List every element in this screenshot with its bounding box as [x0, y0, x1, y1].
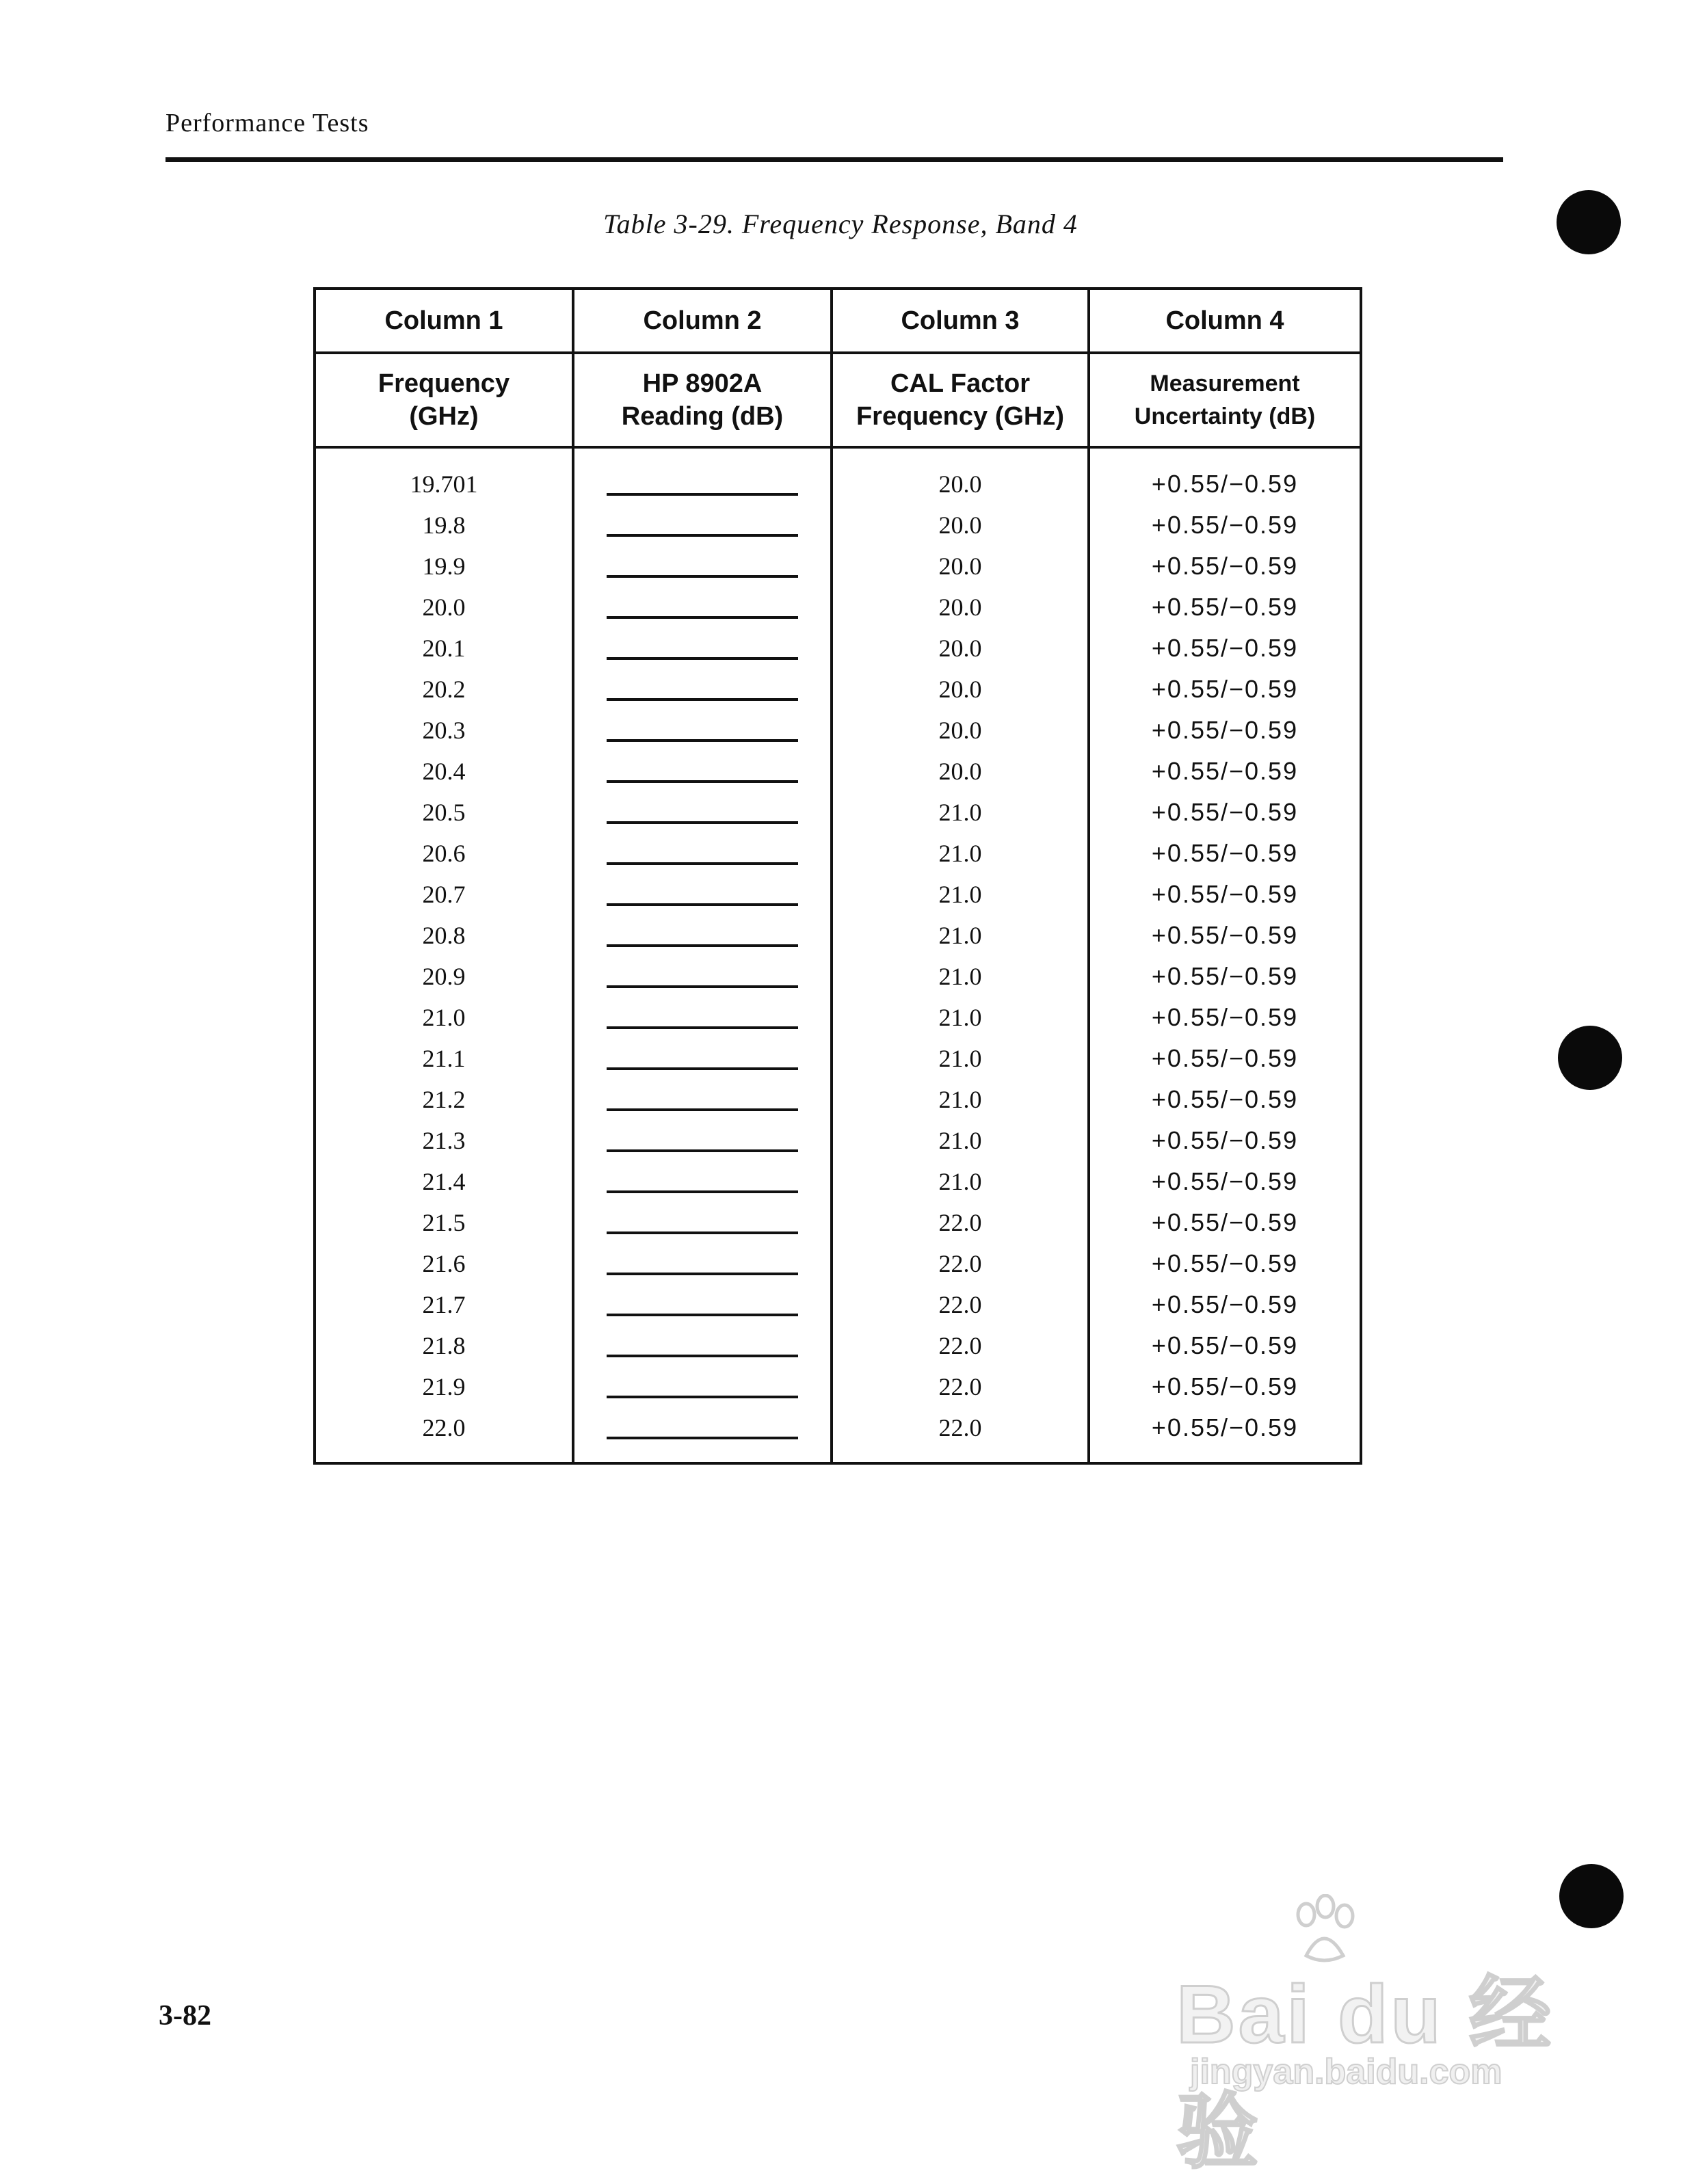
cal-factor-cell: 20.0 [832, 587, 1089, 628]
header-uncertainty-line1: Measurement [1150, 371, 1300, 397]
reading-entry-blank[interactable] [607, 780, 798, 783]
header-uncertainty-line2: Uncertainty (dB) [1134, 403, 1316, 429]
frequency-cell: 20.8 [315, 915, 573, 956]
frequency-cell: 21.8 [315, 1325, 573, 1366]
cal-factor-cell: 21.0 [832, 915, 1089, 956]
cal-factor-cell: 20.0 [832, 447, 1089, 505]
uncertainty-cell: +0.55/−0.59 [1089, 505, 1361, 546]
frequency-cell: 21.1 [315, 1038, 573, 1079]
reading-cell [573, 447, 832, 505]
reading-entry-blank[interactable] [607, 1396, 798, 1398]
uncertainty-cell: +0.55/−0.59 [1089, 874, 1361, 915]
table-row [315, 751, 1361, 792]
reading-entry-blank[interactable] [607, 575, 798, 578]
table-body [315, 447, 1361, 1463]
reading-cell [573, 1243, 832, 1284]
table-row [315, 1202, 1361, 1243]
reading-cell [573, 710, 832, 751]
table-row [315, 1243, 1361, 1284]
reading-entry-blank[interactable] [607, 534, 798, 537]
frequency-cell: 20.7 [315, 874, 573, 915]
column-header-row [315, 353, 1361, 447]
reading-entry-blank[interactable] [607, 1231, 798, 1234]
column-number-2: Column 2 [573, 289, 832, 353]
reading-cell [573, 1120, 832, 1161]
uncertainty-cell: +0.55/−0.59 [1089, 915, 1361, 956]
reading-cell [573, 833, 832, 874]
table-row [315, 1079, 1361, 1120]
table-row [315, 1407, 1361, 1463]
frequency-cell: 20.4 [315, 751, 573, 792]
reading-cell [573, 874, 832, 915]
uncertainty-cell: +0.55/−0.59 [1089, 1325, 1361, 1366]
frequency-cell: 21.9 [315, 1366, 573, 1407]
reading-entry-blank[interactable] [607, 739, 798, 742]
cal-factor-cell: 20.0 [832, 505, 1089, 546]
reading-entry-blank[interactable] [607, 821, 798, 824]
reading-cell [573, 669, 832, 710]
uncertainty-cell: +0.55/−0.59 [1089, 1243, 1361, 1284]
frequency-cell: 20.0 [315, 587, 573, 628]
frequency-cell: 20.2 [315, 669, 573, 710]
reading-entry-blank[interactable] [607, 657, 798, 660]
reading-entry-blank[interactable] [607, 1108, 798, 1111]
reading-entry-blank[interactable] [607, 493, 798, 496]
cal-factor-cell: 21.0 [832, 997, 1089, 1038]
reading-cell [573, 1202, 832, 1243]
cal-factor-cell: 21.0 [832, 792, 1089, 833]
header-reading-line1: HP 8902A [642, 369, 763, 398]
table-row [315, 710, 1361, 751]
running-head: Performance Tests [166, 109, 369, 137]
reading-entry-blank[interactable] [607, 1355, 798, 1357]
table-row [315, 1161, 1361, 1202]
header-reading-line2: Reading (dB) [621, 402, 784, 431]
uncertainty-cell: +0.55/−0.59 [1089, 1120, 1361, 1161]
table-row [315, 1038, 1361, 1079]
reading-entry-blank[interactable] [607, 1273, 798, 1275]
cal-factor-cell: 22.0 [832, 1243, 1089, 1284]
reading-entry-blank[interactable] [607, 1149, 798, 1152]
table-row [315, 1120, 1361, 1161]
reading-cell [573, 751, 832, 792]
reading-cell [573, 1325, 832, 1366]
uncertainty-cell: +0.55/−0.59 [1089, 1079, 1361, 1120]
uncertainty-cell: +0.55/−0.59 [1089, 1161, 1361, 1202]
table-row [315, 447, 1361, 505]
uncertainty-cell: +0.55/−0.59 [1089, 1366, 1361, 1407]
header-frequency [315, 353, 573, 447]
table-row [315, 669, 1361, 710]
cal-factor-cell: 21.0 [832, 1161, 1089, 1202]
uncertainty-cell: +0.55/−0.59 [1089, 447, 1361, 505]
reading-cell [573, 587, 832, 628]
frequency-cell: 21.0 [315, 997, 573, 1038]
reading-cell [573, 1161, 832, 1202]
reading-entry-blank[interactable] [607, 698, 798, 701]
frequency-cell: 21.4 [315, 1161, 573, 1202]
reading-cell [573, 1407, 832, 1463]
header-frequency-line1: Frequency [378, 369, 510, 398]
header-uncertainty [1089, 353, 1361, 447]
reading-entry-blank[interactable] [607, 1437, 798, 1439]
reading-cell [573, 1366, 832, 1407]
reading-cell [573, 546, 832, 587]
cal-factor-cell: 22.0 [832, 1407, 1089, 1463]
reading-cell [573, 792, 832, 833]
reading-entry-blank[interactable] [607, 1190, 798, 1193]
uncertainty-cell: +0.55/−0.59 [1089, 833, 1361, 874]
frequency-cell: 21.7 [315, 1284, 573, 1325]
column-number-4: Column 4 [1089, 289, 1361, 353]
header-frequency-line2: (GHz) [409, 402, 479, 431]
cal-factor-cell: 20.0 [832, 751, 1089, 792]
watermark-url: jingyan.baidu.com [1190, 2052, 1503, 2092]
cal-factor-cell: 22.0 [832, 1284, 1089, 1325]
header-cal-factor-line2: Frequency (GHz) [856, 402, 1065, 431]
frequency-cell: 20.5 [315, 792, 573, 833]
table-row [315, 1366, 1361, 1407]
reading-cell [573, 505, 832, 546]
header-reading [573, 353, 832, 447]
cal-factor-cell: 21.0 [832, 874, 1089, 915]
cal-factor-cell: 21.0 [832, 833, 1089, 874]
reading-cell [573, 628, 832, 669]
table-row [315, 505, 1361, 546]
reading-cell [573, 956, 832, 997]
table-row [315, 833, 1361, 874]
table-row [315, 546, 1361, 587]
uncertainty-cell: +0.55/−0.59 [1089, 751, 1361, 792]
header-cal-factor [832, 353, 1089, 447]
table-row [315, 874, 1361, 915]
cal-factor-cell: 20.0 [832, 628, 1089, 669]
header-cal-factor-line1: CAL Factor [890, 369, 1031, 398]
uncertainty-cell: +0.55/−0.59 [1089, 628, 1361, 669]
cal-factor-cell: 21.0 [832, 1120, 1089, 1161]
frequency-cell: 22.0 [315, 1407, 573, 1463]
frequency-cell: 19.9 [315, 546, 573, 587]
column-number-3: Column 3 [832, 289, 1089, 353]
reading-cell [573, 1284, 832, 1325]
uncertainty-cell: +0.55/−0.59 [1089, 997, 1361, 1038]
punch-hole-middle [1558, 1026, 1622, 1090]
cal-factor-cell: 22.0 [832, 1325, 1089, 1366]
reading-entry-blank[interactable] [607, 1026, 798, 1029]
cal-factor-cell: 21.0 [832, 1079, 1089, 1120]
uncertainty-cell: +0.55/−0.59 [1089, 669, 1361, 710]
reading-cell [573, 915, 832, 956]
table-row [315, 628, 1361, 669]
table-row [315, 997, 1361, 1038]
reading-entry-blank[interactable] [607, 862, 798, 865]
watermark-brand: Bai du 经验 [1176, 1969, 1554, 2178]
reading-entry-blank[interactable] [607, 985, 798, 988]
frequency-cell: 20.6 [315, 833, 573, 874]
table-caption: Table 3-29. Frequency Response, Band 4 [603, 209, 1078, 239]
table-row [315, 1325, 1361, 1366]
uncertainty-cell: +0.55/−0.59 [1089, 1038, 1361, 1079]
uncertainty-cell: +0.55/−0.59 [1089, 710, 1361, 751]
frequency-cell: 21.3 [315, 1120, 573, 1161]
cal-factor-cell: 20.0 [832, 546, 1089, 587]
frequency-response-table [313, 287, 1362, 1465]
uncertainty-cell: +0.55/−0.59 [1089, 1407, 1361, 1463]
reading-entry-blank[interactable] [607, 1067, 798, 1070]
frequency-cell: 21.2 [315, 1079, 573, 1120]
uncertainty-cell: +0.55/−0.59 [1089, 1284, 1361, 1325]
reading-cell [573, 1079, 832, 1120]
reading-cell [573, 997, 832, 1038]
reading-entry-blank[interactable] [607, 944, 798, 947]
cal-factor-cell: 20.0 [832, 669, 1089, 710]
uncertainty-cell: +0.55/−0.59 [1089, 1202, 1361, 1243]
baidu-watermark [1176, 1894, 1587, 2178]
cal-factor-cell: 21.0 [832, 956, 1089, 997]
table-row [315, 587, 1361, 628]
frequency-cell: 19.701 [315, 447, 573, 505]
page-number: 3-82 [159, 2000, 211, 2032]
column-number-1: Column 1 [315, 289, 573, 353]
table-row [315, 792, 1361, 833]
uncertainty-cell: +0.55/−0.59 [1089, 956, 1361, 997]
table-row [315, 915, 1361, 956]
cal-factor-cell: 22.0 [832, 1202, 1089, 1243]
frequency-cell: 20.9 [315, 956, 573, 997]
reading-entry-blank[interactable] [607, 1314, 798, 1316]
frequency-cell: 19.8 [315, 505, 573, 546]
uncertainty-cell: +0.55/−0.59 [1089, 792, 1361, 833]
frequency-cell: 21.5 [315, 1202, 573, 1243]
table-row [315, 1284, 1361, 1325]
punch-hole-top [1557, 190, 1621, 254]
frequency-cell: 21.6 [315, 1243, 573, 1284]
uncertainty-cell: +0.55/−0.59 [1089, 587, 1361, 628]
cal-factor-cell: 21.0 [832, 1038, 1089, 1079]
cal-factor-cell: 20.0 [832, 710, 1089, 751]
reading-cell [573, 1038, 832, 1079]
reading-entry-blank[interactable] [607, 903, 798, 906]
cal-factor-cell: 22.0 [832, 1366, 1089, 1407]
frequency-cell: 20.3 [315, 710, 573, 751]
reading-entry-blank[interactable] [607, 616, 798, 619]
header-rule [166, 157, 1503, 162]
table-row [315, 956, 1361, 997]
frequency-cell: 20.1 [315, 628, 573, 669]
column-number-row [315, 289, 1361, 353]
uncertainty-cell: +0.55/−0.59 [1089, 546, 1361, 587]
